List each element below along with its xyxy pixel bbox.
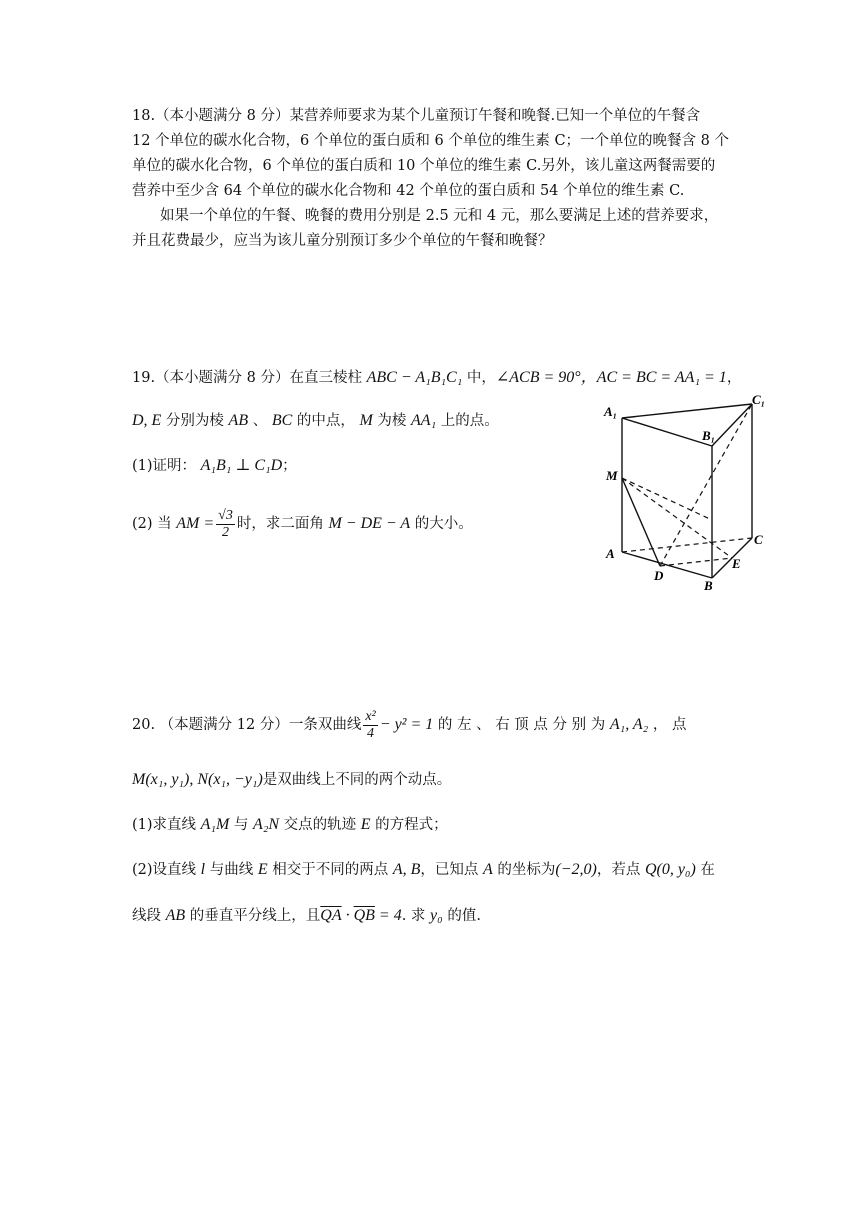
q20-text: 是双曲线上不同的两个动点。 bbox=[262, 772, 452, 788]
q20-line-2 bbox=[132, 770, 451, 790]
q20-part1-label: (1)求直线 bbox=[132, 817, 201, 833]
q19-prism-formula: ABC − A₁B₁C₁ bbox=[366, 369, 463, 386]
q20-part2-label: (2)设直线 bbox=[132, 862, 201, 878]
q20-text: 与曲线 bbox=[205, 862, 258, 878]
q19-line-2 bbox=[132, 411, 499, 431]
q19-part-1 bbox=[132, 456, 297, 476]
q19-math: AA₁ bbox=[411, 412, 437, 429]
label-C1: C₁ bbox=[752, 392, 766, 407]
q19-math: BC bbox=[271, 412, 293, 429]
q20-text: 在 bbox=[695, 862, 715, 878]
fraction-numerator: x² bbox=[365, 708, 376, 724]
fraction-denominator: 4 bbox=[367, 725, 375, 741]
prism-figure bbox=[596, 392, 776, 594]
q19-header: 19.（本小题满分 8 分）在直三棱柱 bbox=[132, 370, 367, 386]
q20-text: 的垂直平分线上，且 bbox=[185, 908, 321, 924]
q20-math: A, B bbox=[392, 861, 421, 878]
q19-part-2 bbox=[132, 502, 473, 546]
q20-text: ，已知点 bbox=[420, 862, 483, 878]
q20-math: E bbox=[360, 816, 371, 833]
q18-line-6: 并且花费最少，应当为该儿童分别预订多少个单位的午餐和晚餐？ bbox=[132, 233, 553, 249]
q19-part1-formula: A₁B₁ ⊥ C₁D bbox=[200, 457, 283, 474]
q20-part-2 bbox=[132, 860, 715, 880]
q18-line-1: 18.（本小题满分 8 分）某营养师要求为某个儿童预订午餐和晚餐.已知一个单位的午餐含 bbox=[132, 108, 701, 124]
q20-text: 的方程式； bbox=[370, 817, 448, 833]
q19-math: M bbox=[359, 412, 373, 429]
q19-text: 的大小。 bbox=[410, 516, 473, 532]
label-B: B bbox=[704, 578, 713, 593]
q19-text: 、 bbox=[248, 413, 272, 429]
label-B1: B₁ bbox=[702, 428, 716, 443]
q20-part-3 bbox=[132, 906, 481, 926]
q19-math: M − DE − A bbox=[328, 515, 411, 532]
q19-text: 的中点， bbox=[292, 413, 360, 429]
q19-text: 分别为棱 bbox=[161, 413, 229, 429]
q20-math: (−2,0) bbox=[555, 861, 597, 878]
x2-over-4-fraction bbox=[363, 709, 377, 742]
q19-part1-label: (1)证明： bbox=[132, 458, 201, 474]
q20-math: l bbox=[200, 861, 206, 878]
q20-text: ，若点 bbox=[596, 862, 645, 878]
fraction-denominator: 2 bbox=[222, 524, 230, 540]
q20-text: 线段 bbox=[132, 908, 166, 924]
q20-text: 的 左 、 右 顶 点 分 别 为 bbox=[433, 717, 610, 733]
q19-line-1 bbox=[132, 368, 741, 388]
q20-math: A₁, A₂ bbox=[609, 716, 649, 733]
label-M: M bbox=[606, 468, 618, 483]
q19-math: D, E bbox=[132, 412, 162, 429]
vector-QB: $\overline{QB}$ bbox=[353, 907, 375, 924]
q19-part2-label: (2) 当 bbox=[132, 516, 177, 532]
q19-math: AB bbox=[228, 412, 249, 429]
q20-math: Q(0, y₀) bbox=[644, 861, 696, 878]
q19-text: 时，求二面角 bbox=[236, 516, 329, 532]
q20-text: 相交于不同的两点 bbox=[267, 862, 393, 878]
q20-math: E bbox=[257, 861, 268, 878]
q20-math: y₀ bbox=[430, 907, 443, 924]
label-E: E bbox=[732, 556, 741, 571]
hyperbola-equation: − y² = 1 bbox=[379, 716, 434, 733]
q20-part-1 bbox=[132, 815, 448, 835]
q20-math: AB bbox=[165, 907, 186, 924]
q19-text: ， bbox=[726, 370, 742, 386]
q20-header: 20. （本题满分 12 分）一条双曲线 bbox=[132, 717, 362, 733]
vector-QA: $\overline{QA}$ bbox=[320, 907, 342, 924]
q20-math: = 4 bbox=[374, 907, 402, 924]
fraction-numerator: √3 bbox=[218, 507, 233, 523]
label-A: A bbox=[606, 546, 615, 561]
q20-text: 的坐标为 bbox=[492, 862, 556, 878]
q18-line-4: 营养中至少含 64 个单位的碳水化合物和 42 个单位的蛋白质和 54 个单位的维生素 C. bbox=[132, 183, 685, 199]
q20-text: 的值. bbox=[442, 908, 481, 924]
q19-text: ； bbox=[282, 458, 297, 474]
q20-math: A₁M bbox=[200, 816, 230, 833]
q20-text: 交点的轨迹 bbox=[279, 817, 361, 833]
dot-operator: · bbox=[341, 907, 354, 924]
label-A1: A₁ bbox=[604, 404, 618, 419]
q18-line-5: 如果一个单位的午餐、晚餐的费用分别是 2.5 元和 4 元，那么要满足上述的营养要求， bbox=[160, 208, 719, 224]
q18-line-3: 单位的碳水化合物，6 个单位的蛋白质和 10 个单位的维生素 C.另外，该儿童这两餐需要的 bbox=[132, 158, 716, 174]
q20-math: A₂N bbox=[253, 816, 280, 833]
q19-text: 上的点。 bbox=[436, 413, 499, 429]
q20-math: A bbox=[482, 861, 493, 878]
q20-line-1 bbox=[132, 701, 686, 749]
q18-line-2: 12 个单位的碳水化合物，6 个单位的蛋白质和 6 个单位的维生素 C；一个单位的晚餐含 8 个 bbox=[132, 133, 729, 149]
q20-points-formula: M(x₁, y₁), N(x₁, −y₁) bbox=[132, 771, 263, 788]
q20-text: 与 bbox=[229, 817, 254, 833]
q19-math: AM = bbox=[176, 515, 215, 532]
sqrt3-over-2-fraction bbox=[216, 508, 235, 541]
q20-text: ， 点 bbox=[648, 717, 687, 733]
q19-conditions-formula: ∠ACB = 90°，AC = BC = AA₁ = 1 bbox=[495, 369, 727, 386]
label-C: C bbox=[754, 532, 763, 547]
q19-text: 中， bbox=[462, 370, 496, 386]
label-D: D bbox=[654, 568, 664, 583]
q20-text: . 求 bbox=[401, 908, 431, 924]
q19-text: 为棱 bbox=[372, 413, 412, 429]
